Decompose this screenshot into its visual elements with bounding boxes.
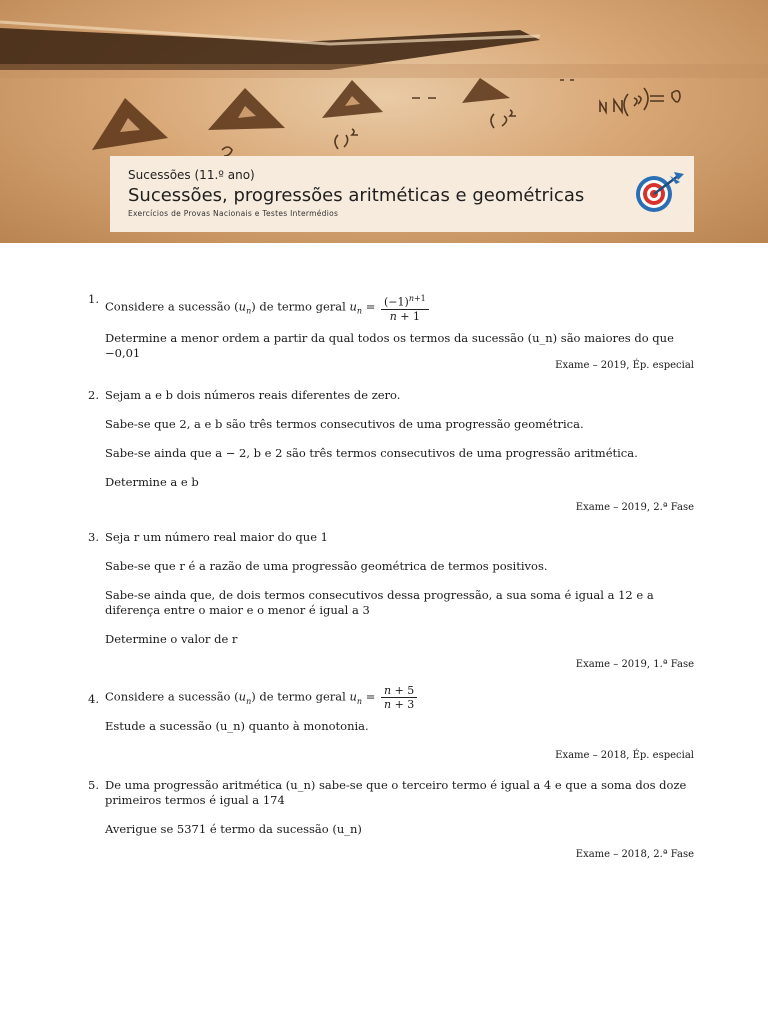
exercise-line: Determine a e b <box>105 475 199 489</box>
header-banner <box>0 0 768 243</box>
page-subtitle: Exercícios de Provas Nacionais e Testes Intermédios <box>128 209 339 218</box>
exercise-line: Averigue se 5371 é termo da sucessão (u_n) <box>105 822 362 836</box>
exercise-number: 4. <box>88 692 99 706</box>
exercise-line: Sabe-se que 2, a e b são três termos consecutivos de uma progressão geométrica. <box>105 417 584 431</box>
exercise-4 <box>88 684 698 748</box>
statement-text: de termo geral <box>259 299 346 314</box>
title-box <box>110 156 694 232</box>
exercise-source: Exame – 2018, Ép. especial <box>555 750 694 761</box>
exercise-line: Sejam a e b dois números reais diferentes de zero. <box>105 388 401 402</box>
exercise-line: Sabe-se que r é a razão de uma progressão geométrica de termos positivos. <box>105 559 548 573</box>
exercise-source: Exame – 2018, 2.ª Fase <box>575 849 694 860</box>
exercise-line: Estude a sucessão (u_n) quanto à monotonia. <box>105 719 369 733</box>
exercise-line: Determine a menor ordem a partir da qual todos os termos da sucessão (u_n) são maiores do que −0,01 <box>105 330 674 360</box>
exercise-line: Sabe-se ainda que, de dois termos consecutivos dessa progressão, a sua soma é igual a 12 e a diferença entre o maior e o menor é igual a 3 <box>105 588 654 617</box>
exercise-line: Seja r um número real maior do que 1 <box>105 530 328 544</box>
fraction: $\frac{(-1)^{n+1}}{n + 1}$ <box>381 292 429 323</box>
exercise-number: 5. <box>88 778 99 792</box>
exercise-number: 2. <box>88 388 99 402</box>
exercise-5 <box>88 778 698 851</box>
exercise-number: 3. <box>88 530 99 544</box>
statement-text: Considere a sucessão <box>105 299 231 314</box>
exercise-source: Exame – 2019, 1.ª Fase <box>575 659 694 670</box>
exercise-number: 1. <box>88 292 99 306</box>
exercise-source: Exame – 2019, 2.ª Fase <box>575 502 694 513</box>
exercise-source: Exame – 2019, Ép. especial <box>555 360 694 371</box>
exercise-2 <box>88 388 698 504</box>
statement-text: Considere a sucessão <box>105 689 231 704</box>
target-with-arrow-icon <box>634 170 686 214</box>
exercise-statement: Considere a sucessão $(u_n)$ de termo geral $u_n$ = $\frac{(-1)^{n+1}}{n + 1}$ <box>105 292 698 323</box>
page-title: Sucessões, progressões aritméticas e geométricas <box>128 185 585 206</box>
exercise-statement: Considere a sucessão $(u_n)$ de termo geral $u_n$ = $\frac{n + 5}{n + 3}$ <box>105 684 698 711</box>
exercise-3 <box>88 530 698 661</box>
category-label: Sucessões (11.º ano) <box>128 168 255 182</box>
fraction: $\frac{n + 5}{n + 3}$ <box>381 684 417 711</box>
exercise-line: De uma progressão aritmética (u_n) sabe-se que o terceiro termo é igual a 4 e que a soma dos doze primeiros termos é igual a 174 <box>105 778 687 807</box>
exercise-line: Sabe-se ainda que a − 2, b e 2 são três termos consecutivos de uma progressão aritmética. <box>105 446 638 460</box>
statement-text: de termo geral <box>259 689 346 704</box>
exercise-line: Determine o valor de r <box>105 632 238 646</box>
